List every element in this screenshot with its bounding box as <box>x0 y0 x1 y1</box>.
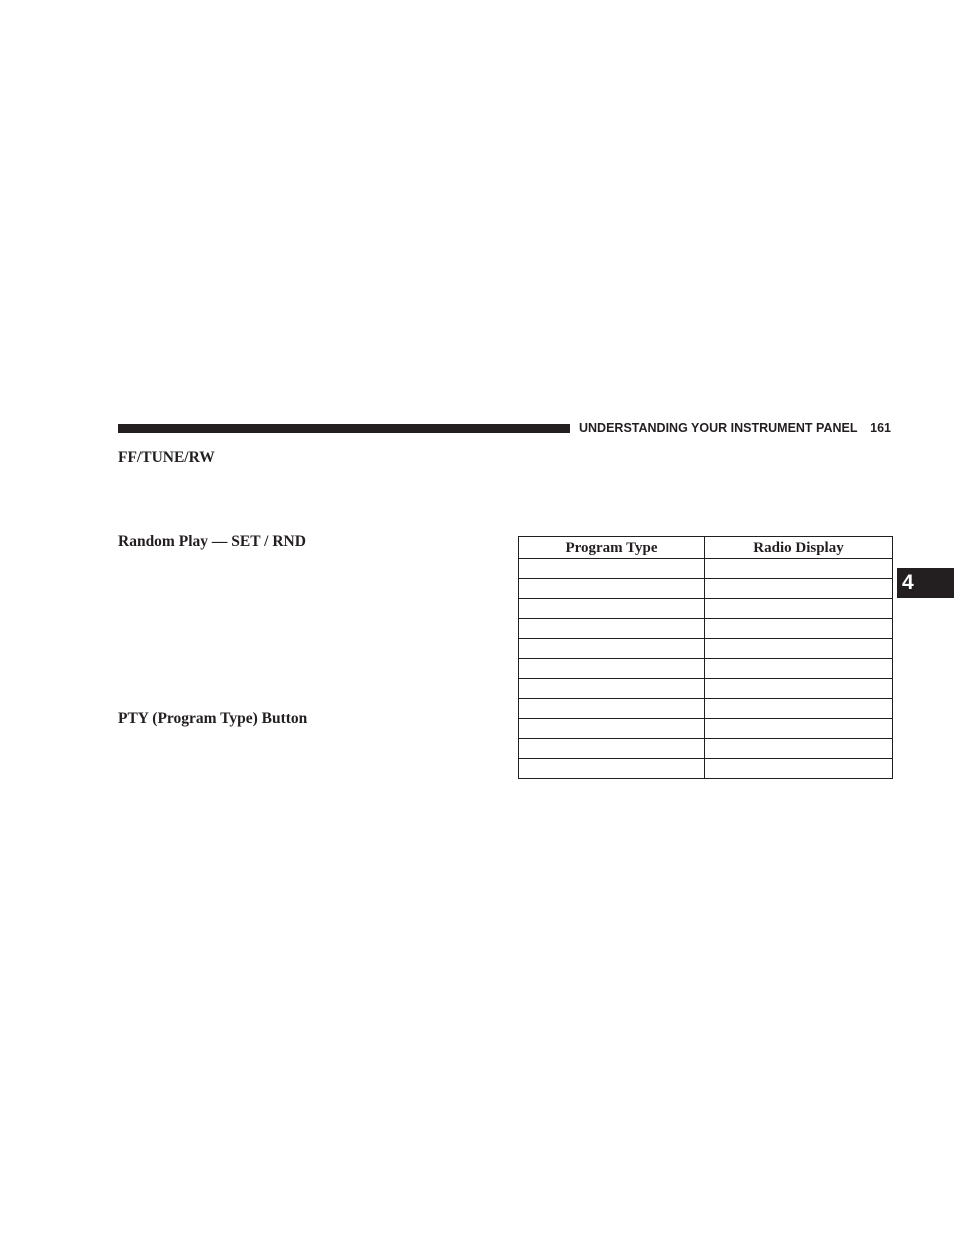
table-row <box>519 719 893 739</box>
cell-radio-display <box>705 739 893 759</box>
cell-program-type <box>519 719 705 739</box>
table-row <box>519 559 893 579</box>
running-header <box>579 420 891 436</box>
cell-radio-display <box>705 599 893 619</box>
table-header-row <box>519 537 893 559</box>
column-header-program-type: Program Type <box>519 537 705 559</box>
heading-random-play: Random Play — SET / RND <box>118 533 306 550</box>
cell-program-type <box>519 619 705 639</box>
cell-program-type <box>519 579 705 599</box>
table-row <box>519 599 893 619</box>
cell-radio-display <box>705 639 893 659</box>
cell-program-type <box>519 599 705 619</box>
column-header-radio-display: Radio Display <box>705 537 893 559</box>
section-title: UNDERSTANDING YOUR INSTRUMENT PANEL <box>579 421 858 435</box>
cell-radio-display <box>705 759 893 779</box>
cell-program-type <box>519 699 705 719</box>
cell-radio-display <box>705 719 893 739</box>
chapter-tab: 4 <box>897 568 954 598</box>
table-row <box>519 739 893 759</box>
cell-program-type <box>519 739 705 759</box>
heading-pty-button: PTY (Program Type) Button <box>118 710 308 727</box>
table-row <box>519 759 893 779</box>
cell-radio-display <box>705 659 893 679</box>
program-type-table <box>518 536 893 779</box>
table-row <box>519 699 893 719</box>
table-row <box>519 639 893 659</box>
header-rule <box>118 424 570 433</box>
page-number: 161 <box>870 421 891 435</box>
cell-radio-display <box>705 559 893 579</box>
table-row <box>519 579 893 599</box>
cell-radio-display <box>705 699 893 719</box>
cell-program-type <box>519 759 705 779</box>
cell-radio-display <box>705 679 893 699</box>
cell-program-type <box>519 659 705 679</box>
table-row <box>519 619 893 639</box>
cell-program-type <box>519 679 705 699</box>
cell-radio-display <box>705 619 893 639</box>
table-row <box>519 679 893 699</box>
cell-radio-display <box>705 579 893 599</box>
table-row <box>519 659 893 679</box>
cell-program-type <box>519 639 705 659</box>
cell-program-type <box>519 559 705 579</box>
heading-ff-tune-rw: FF/TUNE/RW <box>118 449 215 466</box>
